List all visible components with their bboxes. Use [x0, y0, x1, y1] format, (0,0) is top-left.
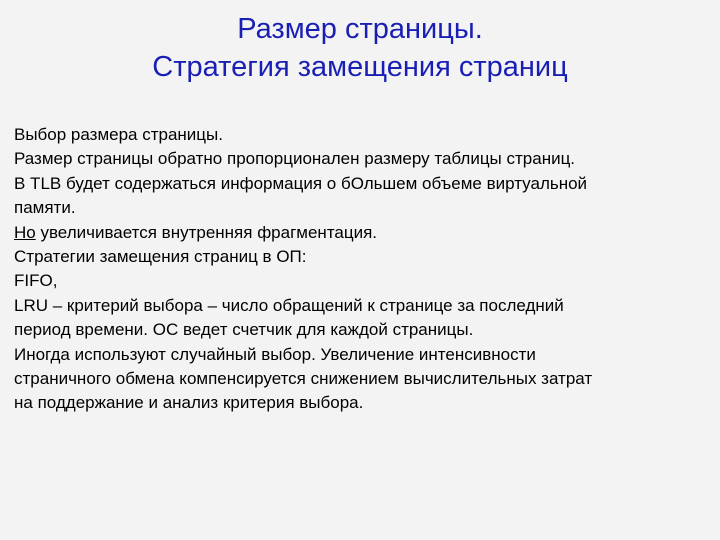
body-line: Иногда используют случайный выбор. Увеличение интенсивности [14, 344, 536, 364]
underlined-word: Но [14, 222, 36, 242]
body-line-rest: увеличивается внутренняя фрагментация. [35, 222, 378, 242]
slide-body [14, 123, 714, 416]
body-line: В TLB будет содержаться информация о бОльшем объеме виртуальной [14, 173, 588, 193]
body-line: период времени. ОС ведет счетчик для каждой страницы. [14, 320, 474, 340]
slide-title [0, 10, 720, 86]
body-line: на поддержание и анализ критерия выбора. [14, 393, 364, 413]
body-line: Выбор размера страницы. [14, 125, 223, 144]
body-line: LRU – критерий выбора – число обращений к странице за последний [14, 295, 564, 315]
body-line: FIFO, [14, 271, 58, 291]
body-line: памяти. [14, 198, 76, 218]
body-line: страничного обмена компенсируется снижением вычислительных затрат [14, 369, 593, 389]
body-line-fragmentation [14, 221, 714, 245]
body-line: Стратегии замещения страниц в ОП: [14, 247, 307, 267]
title-line-2: Стратегия замещения страниц [152, 51, 568, 83]
title-line-1: Размер страницы. [237, 13, 483, 45]
body-line: Размер страницы обратно пропорционален размеру таблицы страниц. [14, 149, 576, 169]
